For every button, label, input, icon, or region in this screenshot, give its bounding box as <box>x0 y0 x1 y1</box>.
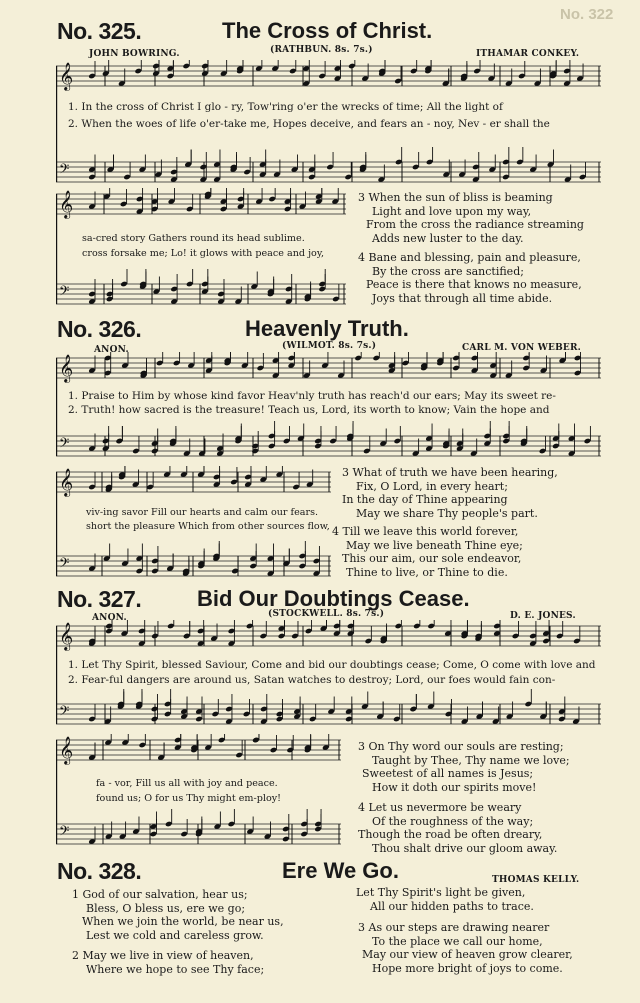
hymn-tune: (WILMOT. 8s. 7s.) <box>282 341 377 351</box>
hymn-title: Heavenly Truth. <box>245 316 409 341</box>
bass-clef-icon: 𝄢 <box>59 161 70 180</box>
treble-clef-icon: 𝄞 <box>59 622 74 650</box>
treble-clef-icon: 𝄞 <box>59 190 74 218</box>
lyric-line: short the pleasure Which from other sources flow, <box>86 521 330 532</box>
lyric-line: 1. In the cross of Christ I glo - ry, Tow'ring o'er the wrecks of time; All the light of <box>68 101 503 113</box>
page-header: No. 322 <box>560 6 614 23</box>
lyric-line: cross forsake me; Lo! it glows with peace and joy, <box>82 248 325 259</box>
verse-block: 2 May we live in view of heaven, Where we hope to see Thy face; <box>72 949 265 976</box>
verse-block: 4 Till we leave this world forever, May we live beneath Thine eye; This our aim, our sole endeavor, Thine to live, or Thine to die. <box>332 525 523 579</box>
treble-clef-icon: 𝄞 <box>59 62 74 90</box>
treble-clef-icon: 𝄞 <box>59 736 74 764</box>
verse-block: 3 On Thy word our souls are resting; Taught by Thee, Thy name we love; Sweetest of all names is Jesus; How it doth our spirits move! <box>358 740 570 794</box>
hymn-title: Bid Our Doubtings Cease. <box>197 586 470 611</box>
bass-clef-icon: 𝄢 <box>59 823 70 842</box>
hymn-number: No. 327. <box>57 586 142 612</box>
lyric-line: 2. Fear-ful dangers are around us, Satan watches to destroy; Lord, our foes would fain con- <box>68 674 556 686</box>
lyric-line: fa - vor, Fill us all with joy and peace. <box>96 778 278 789</box>
hymn-composer: D. E. JONES. <box>510 611 576 621</box>
bass-clef-icon: 𝄢 <box>59 703 70 722</box>
treble-clef-icon: 𝄞 <box>59 468 74 496</box>
hymn-title: Ere We Go. <box>282 858 399 883</box>
hymn-author: THOMAS KELLY. <box>492 875 580 885</box>
hymn-composer: ITHAMAR CONKEY. <box>476 49 580 59</box>
verse-block: 3 As our steps are drawing nearer To the place we call our home, May our view of heaven grow clearer, Hope more bright of joys to come. <box>358 921 573 975</box>
verse-block: 1 God of our salvation, hear us; Bless, O bless us, ere we go; When we join the world, be near us, Lest we cold and careless grow. <box>72 888 284 942</box>
hymn-author: JOHN BOWRING. <box>89 49 180 59</box>
lyric-line: found us; O for us Thy might em-ploy! <box>96 793 282 804</box>
lyric-line: sa-cred story Gathers round its head sublime. <box>82 233 305 244</box>
lyric-line: 2. When the woes of life o'er-take me, Hopes deceive, and fears an - noy, Nev - er shall the <box>68 118 550 130</box>
bass-clef-icon: 𝄢 <box>59 435 70 454</box>
bass-clef-icon: 𝄢 <box>59 555 70 574</box>
hymn-number: No. 328. <box>57 858 142 884</box>
treble-clef-icon: 𝄞 <box>59 354 74 382</box>
verse-block: 3 What of truth we have been hearing, Fix, O Lord, in every heart; In the day of Thine appearing May we share Thy people's part. <box>342 466 558 520</box>
hymn-number: No. 325. <box>57 18 142 44</box>
verse-block: Let Thy Spirit's light be given, All our hidden paths to trace. <box>356 886 534 913</box>
lyric-line: 1. Let Thy Spirit, blessed Saviour, Come and bid our doubtings cease; Come, O come with love and <box>68 659 596 671</box>
bass-clef-icon: 𝄢 <box>59 283 70 302</box>
hymn-composer: CARL M. VON WEBER. <box>462 343 581 353</box>
hymn-tune: (STOCKWELL. 8s. 7s.) <box>268 609 385 619</box>
hymn-author: ANON. <box>94 345 129 355</box>
verse-block: 4 Bane and blessing, pain and pleasure, By the cross are sanctified; Peace is there that knows no measure, Joys that through all time abide. <box>358 251 582 305</box>
hymn-title: The Cross of Christ. <box>222 18 433 43</box>
hymn-number: No. 326. <box>57 316 142 342</box>
lyric-line: 2. Truth! how sacred is the treasure! Teach us, Lord, its worth to know; Vain the hope and <box>68 404 550 416</box>
lyric-line: viv-ing savor Fill our hearts and calm our fears. <box>86 507 319 518</box>
hymn-author: ANON. <box>92 613 127 623</box>
hymn-tune: (RATHBUN. 8s. 7s.) <box>270 45 373 55</box>
lyric-line: 1. Praise to Him by whose kind favor Heav'nly truth has reach'd our ears; May its sweet re- <box>68 390 556 402</box>
verse-block: 4 Let us nevermore be weary Of the roughness of the way; Though the road be often dreary, Thou shalt drive our gloom away. <box>358 801 558 855</box>
verse-block: 3 When the sun of bliss is beaming Light and love upon my way, From the cross the radiance streaming Adds new luster to the day. <box>358 191 584 245</box>
